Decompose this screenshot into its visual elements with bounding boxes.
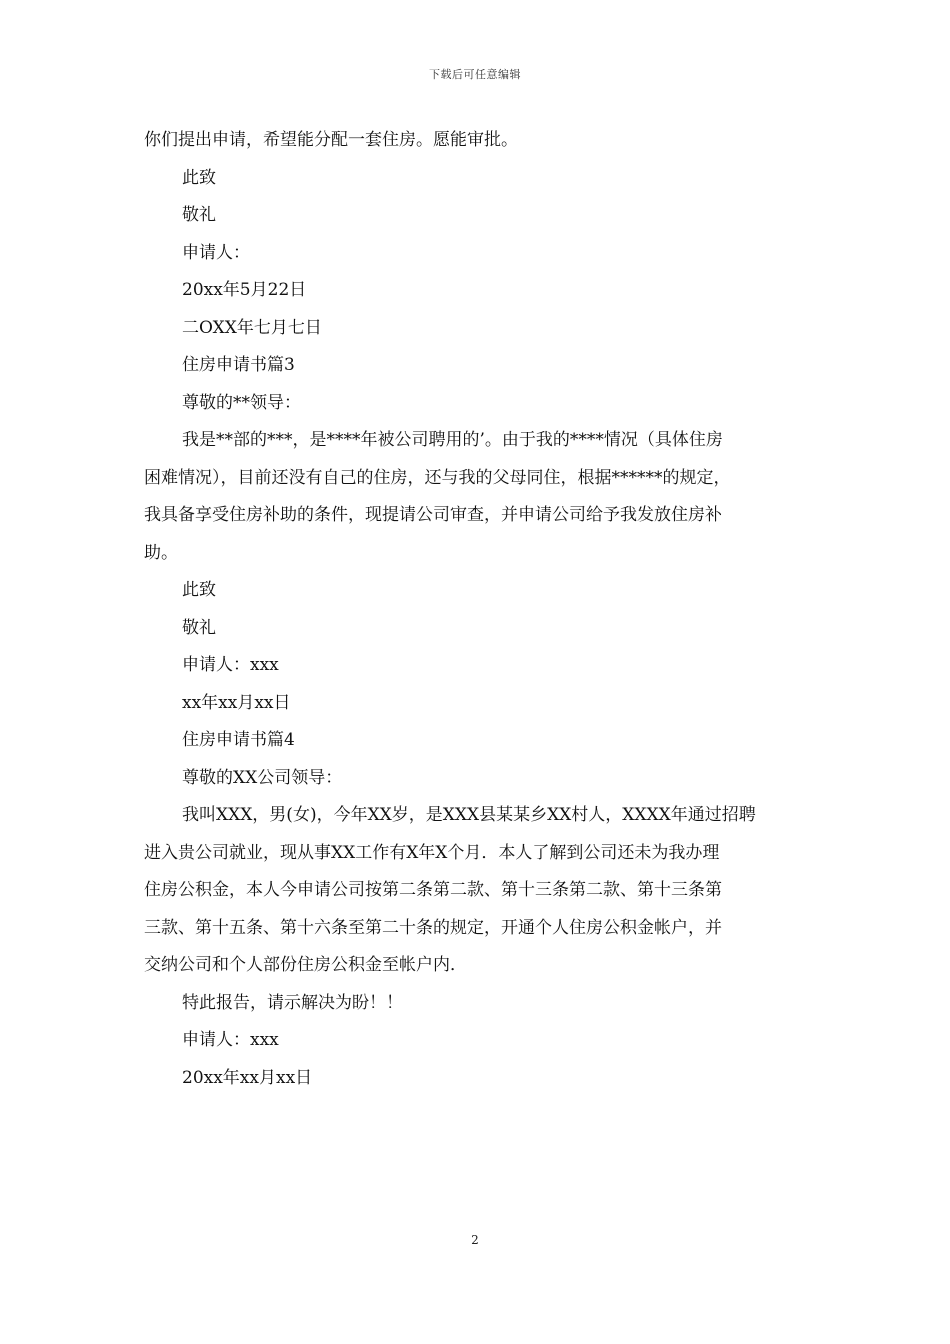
date-line: 20xx年xx月xx日 xyxy=(182,1067,313,1088)
greeting-line: 尊敬的XX公司领导： xyxy=(182,767,343,788)
salutation-line: 敬礼 xyxy=(182,205,216,225)
paragraph-line: 住房公积金，本人今申请公司按第二条第二款、第十三条第二款、第十三条第 xyxy=(144,880,722,900)
text-line: 你们提出申请，希望能分配一套住房。愿能审批。 xyxy=(144,130,518,150)
applicant-line: 申请人：xxx xyxy=(182,1030,279,1050)
date-line: xx年xx月xx日 xyxy=(182,692,291,713)
paragraph-line: 进入贵公司就业，现从事XX工作有X年X个月．本人了解到公司还未为我办理 xyxy=(144,842,720,863)
closing-line: 此致 xyxy=(182,167,216,188)
document-body xyxy=(144,122,810,1097)
paragraph-line: 我是**部的***，是****年被公司聘用的’。由于我的****情况（具体住房 xyxy=(182,430,723,450)
salutation-line: 敬礼 xyxy=(182,617,216,638)
page-number: 2 xyxy=(471,1233,479,1247)
paragraph-line: 困难情况），目前还没有自己的住房，还与我的父母同住，根据******的规定， xyxy=(144,467,731,488)
date-line: 20xx年5月22日 xyxy=(182,280,307,300)
body-paragraph xyxy=(144,797,810,985)
body-paragraph xyxy=(144,422,810,572)
paragraph-line: 我叫XXX，男(女)，今年XX岁，是XXX县某某乡XX村人，XXXX年通过招聘 xyxy=(182,805,756,825)
paragraph-line: 我具备享受住房补助的条件，现提请公司审查，并申请公司给予我发放住房补 xyxy=(144,505,722,525)
applicant-line: 申请人： xyxy=(182,242,250,263)
section-title: 住房申请书篇4 xyxy=(182,730,295,750)
paragraph-line: 助。 xyxy=(144,542,178,563)
applicant-line: 申请人：xxx xyxy=(182,655,279,675)
page-header: 下载后可任意编辑 xyxy=(429,68,521,81)
section-title: 住房申请书篇3 xyxy=(182,355,295,375)
report-closing-line: 特此报告，请示解决为盼！！ xyxy=(182,992,403,1013)
date-line: 二OXX年七月七日 xyxy=(182,317,322,338)
closing-line: 此致 xyxy=(182,580,216,600)
paragraph-line: 三款、第十五条、第十六条至第二十条的规定，开通个人住房公积金帐户，并 xyxy=(144,917,722,938)
greeting-line: 尊敬的**领导： xyxy=(182,392,301,413)
paragraph-line: 交纳公司和个人部份住房公积金至帐户内． xyxy=(144,955,467,975)
